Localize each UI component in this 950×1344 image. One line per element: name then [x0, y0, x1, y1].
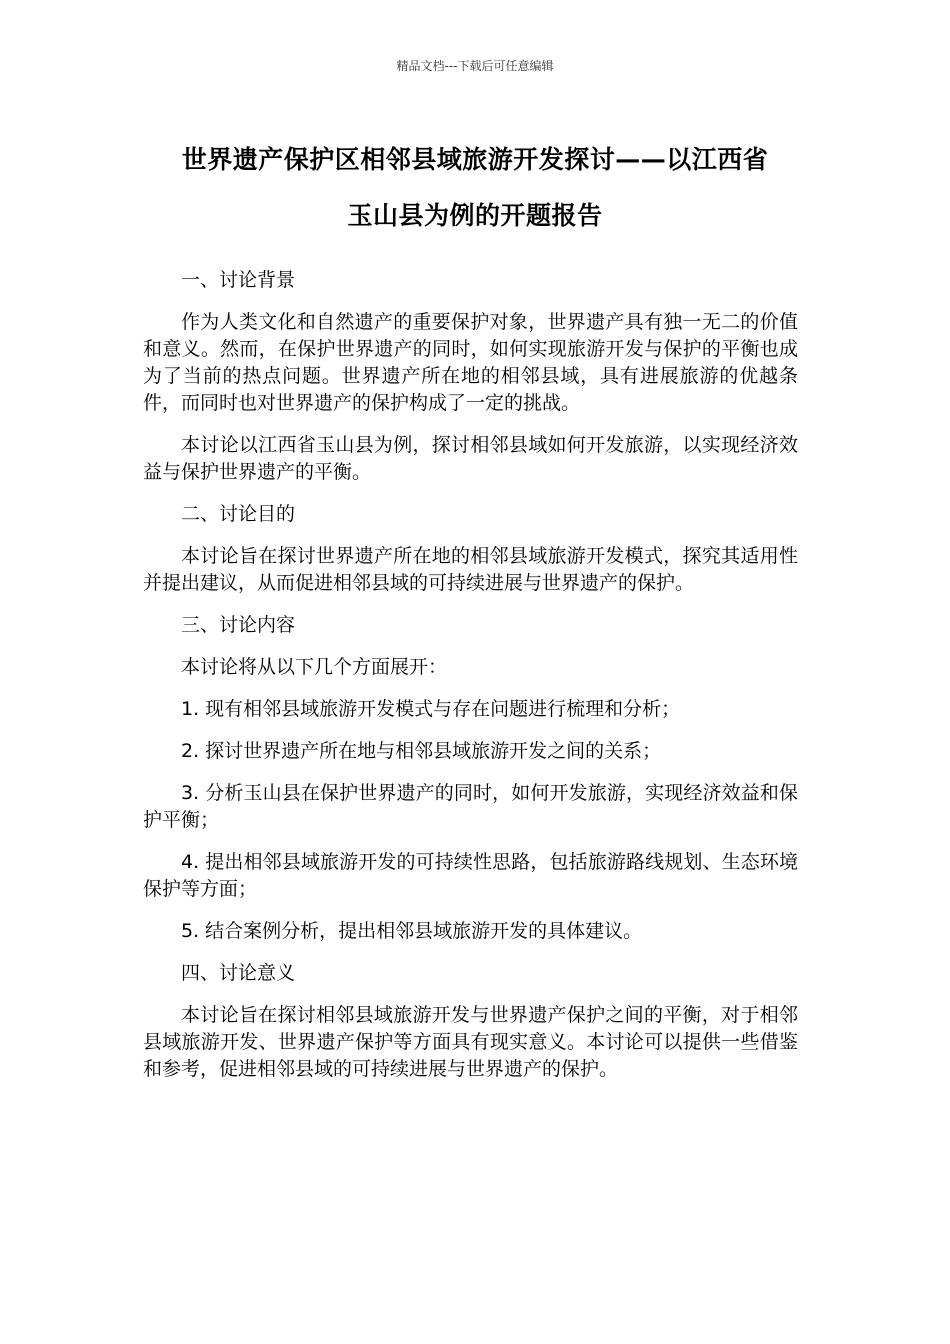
- background-paragraph-2: 本讨论以江西省玉山县为例，探讨相邻县域如何开发旅游，以实现经济效益与保护世界遗产的平衡。: [143, 434, 798, 483]
- document-title: [140, 132, 810, 244]
- title-line-1: 世界遗产保护区相邻县域旅游开发探讨——以江西省: [181, 145, 769, 174]
- section-heading-purpose: 二、讨论目的: [181, 503, 296, 525]
- content-item-2: 2. 探讨世界遗产所在地与相邻县域旅游开发之间的关系；: [181, 740, 662, 762]
- document-body: [143, 267, 798, 1098]
- content-intro: 本讨论将从以下几个方面展开：: [181, 656, 448, 678]
- header-watermark: 精品文档---下载后可任意编辑: [396, 59, 554, 73]
- title-line-2: 玉山县为例的开题报告: [347, 201, 603, 230]
- content-item-1: 1. 现有相邻县域旅游开发模式与存在问题进行梳理和分析；: [181, 698, 681, 720]
- section-heading-background: 一、讨论背景: [181, 269, 296, 291]
- section-heading-significance: 四、讨论意义: [181, 962, 296, 984]
- section-heading-content: 三、讨论内容: [181, 614, 296, 636]
- content-item-5: 5. 结合案例分析，提出相邻县域旅游开发的具体建议。: [181, 920, 643, 942]
- purpose-paragraph: 本讨论旨在探讨世界遗产所在地的相邻县域旅游开发模式，探究其适用性并提出建议，从而促进相邻县域的可持续进展与世界遗产的保护。: [143, 545, 798, 594]
- content-item-3: 3. 分析玉山县在保护世界遗产的同时，如何开发旅游，实现经济效益和保护平衡；: [143, 782, 798, 831]
- significance-paragraph: 本讨论旨在探讨相邻县域旅游开发与世界遗产保护之间的平衡，对于相邻县域旅游开发、世界遗产保护等方面具有现实意义。本讨论可以提供一些借鉴和参考，促进相邻县域的可持续进展与世界遗产的保护。: [143, 1004, 798, 1080]
- background-paragraph-1: 作为人类文化和自然遗产的重要保护对象，世界遗产具有独一无二的价值和意义。然而，在保护世界遗产的同时，如何实现旅游开发与保护的平衡也成为了当前的热点问题。世界遗产所在地的相邻县域，具有进展旅游的优越条件，而同时也对世界遗产的保护构成了一定的挑战。: [143, 311, 798, 414]
- content-item-4: 4. 提出相邻县域旅游开发的可持续性思路，包括旅游路线规划、生态环境保护等方面；: [143, 851, 798, 900]
